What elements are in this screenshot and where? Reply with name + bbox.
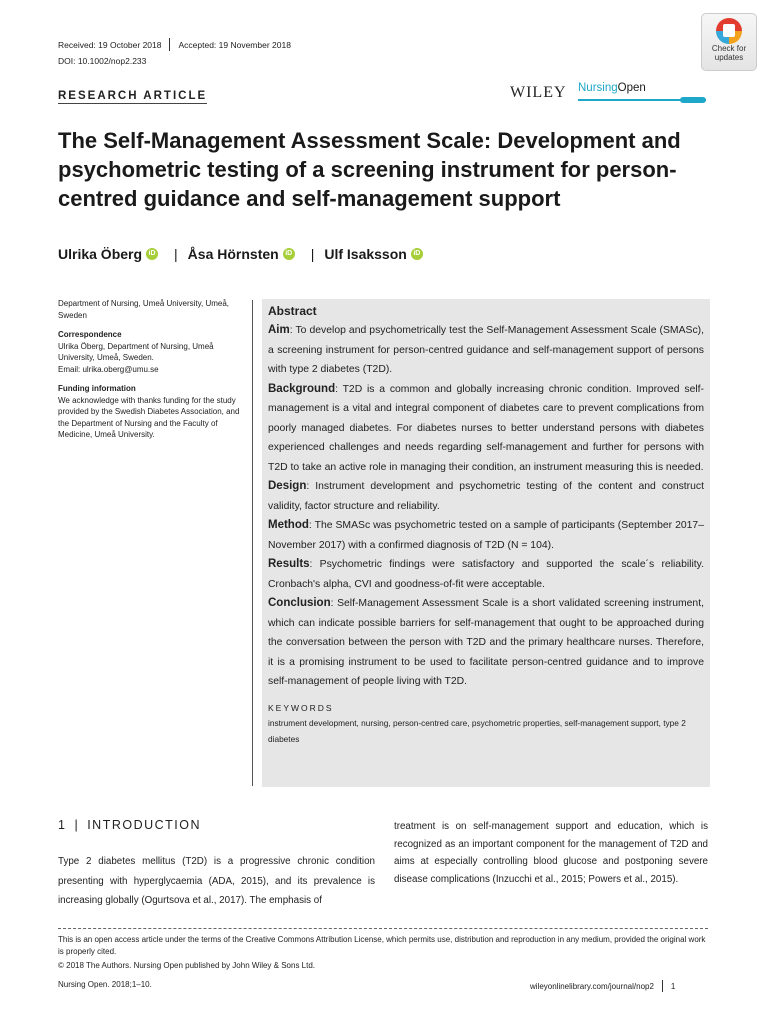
correspondence: Ulrika Öberg, Department of Nursing, Umeå University, Umeå, Sweden. [58,341,214,362]
abstract-design [268,477,704,516]
publisher-logo: WILEY [510,84,567,101]
funding: We acknowledge with thanks funding for the study provided by the Swedish Diabetes Association, and the Department of Nursing and the Faculty of Medicine, Umeå University. [58,395,240,439]
abstract-text: : Psychometric findings were satisfactory and supported the scale´s reliability. Cronbach's alpha, CVI and goodness-of-fit were acceptable. [268,559,704,590]
abstract-results [268,555,704,594]
abstract-heading: Abstract [268,304,317,318]
section-title: INTRODUCTION [87,818,202,832]
crossmark-icon [716,18,742,44]
abstract-label: Background [268,382,336,395]
abstract-box [262,299,710,787]
copyright: © 2018 The Authors. Nursing Open published by John Wiley & Sons Ltd. [58,961,316,970]
divider [662,980,663,992]
keywords-heading: KEYWORDS [268,702,334,713]
correspondence-heading: Correspondence [58,330,122,339]
divider [169,38,170,51]
abstract-text: : The SMASc was psychometric tested on a sample of participants (September 2017–November 2017) with a confirmed diagnosis of T2D (N = 104). [268,520,704,551]
section-heading [58,818,201,832]
article-dates [58,38,291,51]
department: Department of Nursing, Umeå University, Umeå, Sweden [58,299,230,320]
abstract-aim [268,321,704,380]
abstract-label: Conclusion [268,597,331,609]
keywords: instrument development, nursing, person-centred care, psychometric properties, self-management support, type 2 diabetes [268,717,686,744]
journal-name-part-b: Open [617,82,646,94]
abstract-label: Method [268,519,309,531]
section-separator: | [74,818,80,832]
author-separator: | [174,246,178,262]
abstract-text: : T2D is a common and globally increasing chronic condition. Improved self-management is a vital and integral component of diabetes care to prevent complications from poorly managed diabetes. For diabetes nurses to better understand persons with diabetes experienced challenges and needs regarding self-management and further for persons with T2D to take an active role in managing their condition, an instrument measuring this is needed. [268,383,704,473]
abstract-background [268,380,704,478]
author-separator: | [310,246,315,262]
abstract-label: Results [268,558,310,570]
orcid-icon[interactable]: iD [146,248,158,260]
journal-url[interactable]: wileyonlinelibrary.com/journal/nop2 [530,981,654,991]
body-text-column-right: treatment is on self-management support and education, which is recognized as an important component for the management of T2D and aims at especially controlling blood glucose and postponing severe disease complications (Inzucchi et al., 2015; Powers et al., 2015). [394,821,708,885]
email[interactable]: Email: ulrika.oberg@umu.se [58,364,159,374]
affiliation-sidebar [58,298,240,441]
received-date: Received: 19 October 2018 [58,39,162,50]
accepted-date: Accepted: 19 November 2018 [178,39,291,50]
footnote-divider [58,928,708,929]
journal-logo [578,82,646,94]
orcid-icon[interactable]: iD [283,248,295,260]
author-name[interactable]: Ulrika Öberg [58,246,143,262]
orcid-icon[interactable]: iD [411,248,423,260]
article-type: RESEARCH ARTICLE [58,90,208,102]
license-notice: This is an open access article under the terms of the Creative Commons Attribution License, which permits use, distribution and reproduction in any medium, provided the original work is properly cited. [58,935,706,956]
body-text-column-left: Type 2 diabetes mellitus (T2D) is a progressive chronic condition presenting with hyperglycaemia (ADA, 2015), and its prevalence is increasing globally (Ogurtsova et al., 2017). The emphasis of [58,856,375,906]
check-for-updates-button[interactable] [701,13,757,71]
abstract-text: : Instrument development and psychometric testing of the content and construct validity, factor structure and reliability. [268,481,704,512]
abstract-method [268,516,704,555]
footer-right [530,980,675,992]
journal-name-part-a: Nursing [578,82,618,94]
open-access-icon [680,97,706,103]
page-number: 1 [670,981,676,991]
author-name[interactable]: Ulf Isaksson [324,246,407,262]
author-list [58,246,429,262]
abstract-text: : To develop and psychometrically test the Self-Management Assessment Scale (SMASc), a screening instrument for person-centred guidance and self-management support of persons with type 2 diabetes (T2D). [268,325,704,375]
abstract-text: : Self-Management Assessment Scale is a short validated screening instrument, which can indicate possible barriers for self-management that ought to be approached during the conversation between the person with T2D and the primary healthcare nurses. Therefore, it is a promising instrument to be used to facilitate person-centred guidance and to improve self-management of people living with T2D. [268,598,704,687]
journal-citation: Nursing Open. 2018;1–10. [58,980,152,989]
doi[interactable]: DOI: 10.1002/nop2.233 [58,56,147,66]
abstract-conclusion [268,594,704,692]
author-name[interactable]: Åsa Hörnsten [187,246,279,262]
article-title: The Self-Management Assessment Scale: Development and psychometric testing of a screening instrument for person-centred guidance and self-management support [58,128,681,211]
column-divider [252,300,253,786]
abstract-label: Design [268,480,307,492]
abstract-label: Aim [268,324,290,336]
funding-heading: Funding information [58,384,136,393]
section-number: 1 [58,818,67,832]
check-for-updates-label: Check for updates [711,44,747,62]
